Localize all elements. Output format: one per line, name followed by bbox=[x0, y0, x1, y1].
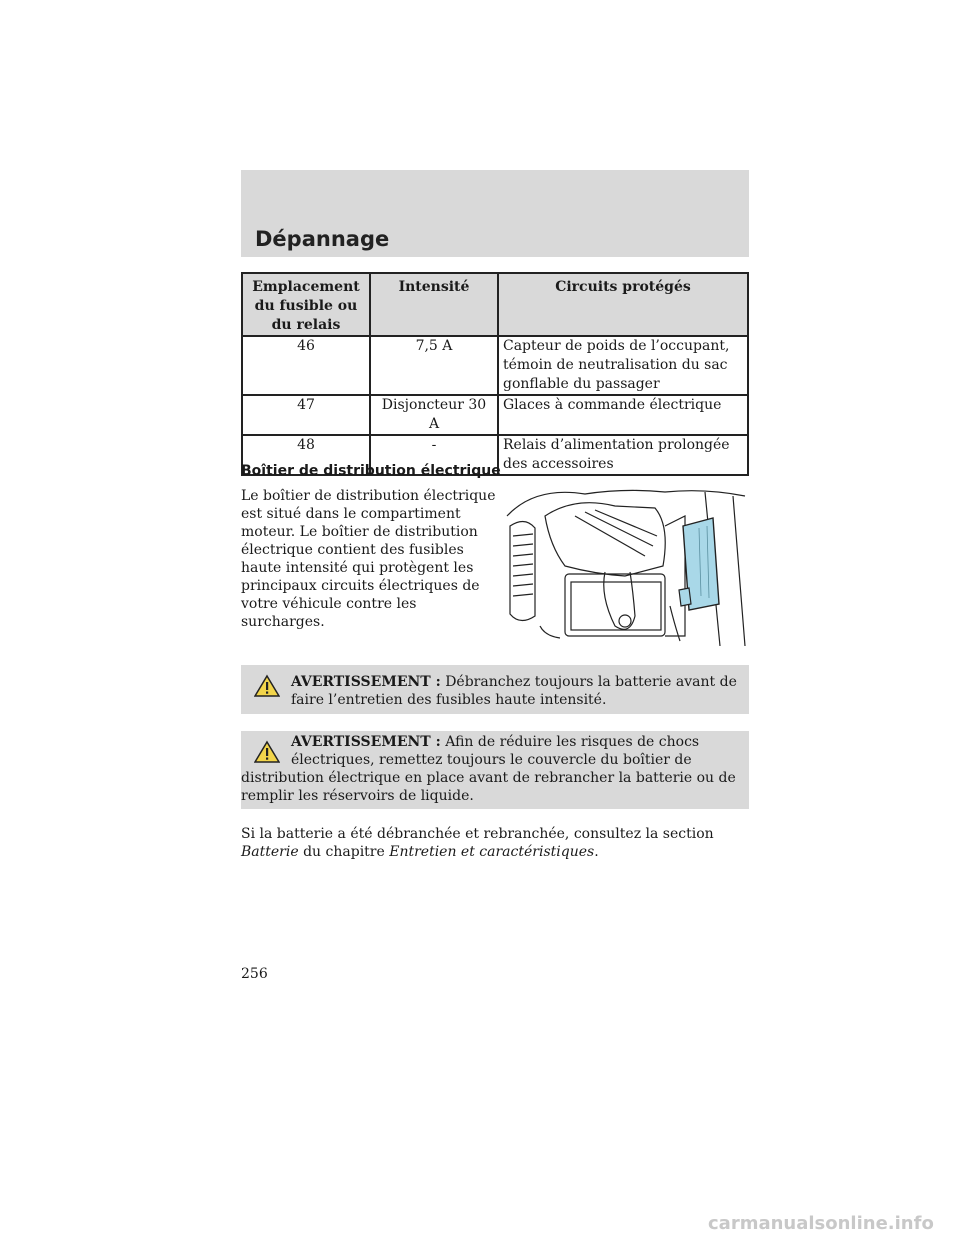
cell-circuits: Capteur de poids de l’occupant, témoin de neutralisation du sac gonflable du passager bbox=[498, 336, 748, 395]
cell-circuits: Glaces à commande électrique bbox=[498, 395, 748, 435]
chapter-link: Entretien et caractéristiques bbox=[389, 844, 595, 860]
paragraph-end: . bbox=[594, 844, 599, 860]
warning-label: AVERTISSEMENT : bbox=[291, 734, 441, 750]
warning-text bbox=[291, 733, 741, 769]
page-number: 256 bbox=[241, 966, 268, 982]
warning-label: AVERTISSEMENT : bbox=[291, 674, 441, 690]
warning-triangle-icon bbox=[254, 740, 280, 764]
table-row bbox=[242, 336, 748, 395]
cell-amperage: 7,5 A bbox=[370, 336, 498, 395]
table-header-row bbox=[242, 273, 748, 336]
warning-box bbox=[241, 731, 749, 809]
header-location: Emplacement du fusible ou du relais bbox=[242, 273, 370, 336]
header-band bbox=[241, 170, 749, 257]
fuse-table bbox=[241, 272, 749, 476]
engine-compartment-illustration bbox=[505, 486, 750, 646]
cell-amperage: - bbox=[370, 435, 498, 475]
cell-location: 46 bbox=[242, 336, 370, 395]
warning-triangle-icon bbox=[254, 674, 280, 698]
battery-link: Batterie bbox=[241, 844, 299, 860]
footer-watermark: carmanualsonline.info bbox=[708, 1213, 934, 1234]
section-intro: Le boîtier de distribution électrique est situé dans le compartiment moteur. Le boîtier de distribution électrique contient des fusibles haute intensité qui protègent les principaux circuits électriques de votre véhicule contre les surcharges. bbox=[241, 488, 496, 630]
warning-box bbox=[241, 665, 749, 714]
cell-amperage: Disjoncteur 30 A bbox=[370, 395, 498, 435]
page-title: Dépannage bbox=[255, 227, 390, 251]
warning-text bbox=[291, 673, 741, 709]
warning-message: Débranchez toujours la batterie avant de faire l’entretien des fusibles haute intensité. bbox=[291, 674, 737, 708]
paragraph-mid: du chapitre bbox=[303, 844, 385, 860]
table-row bbox=[242, 395, 748, 435]
warning-message-continued: distribution électrique en place avant de rebrancher la batterie ou de remplir les réservoirs de liquide. bbox=[241, 770, 736, 804]
paragraph-start: Si la batterie a été débranchée et rebranchée, consultez la section bbox=[241, 826, 714, 842]
header-circuits: Circuits protégés bbox=[498, 273, 748, 336]
cell-circuits: Relais d’alimentation prolongée des accessoires bbox=[498, 435, 748, 475]
header-amperage: Intensité bbox=[370, 273, 498, 336]
battery-paragraph bbox=[241, 825, 761, 861]
section-title: Boîtier de distribution électrique bbox=[241, 463, 501, 479]
cell-location: 47 bbox=[242, 395, 370, 435]
warning-message: Afin de réduire les risques de chocs électriques, remettez toujours le couvercle du boîtier de bbox=[291, 734, 700, 768]
cell-location: 48 bbox=[242, 435, 370, 475]
